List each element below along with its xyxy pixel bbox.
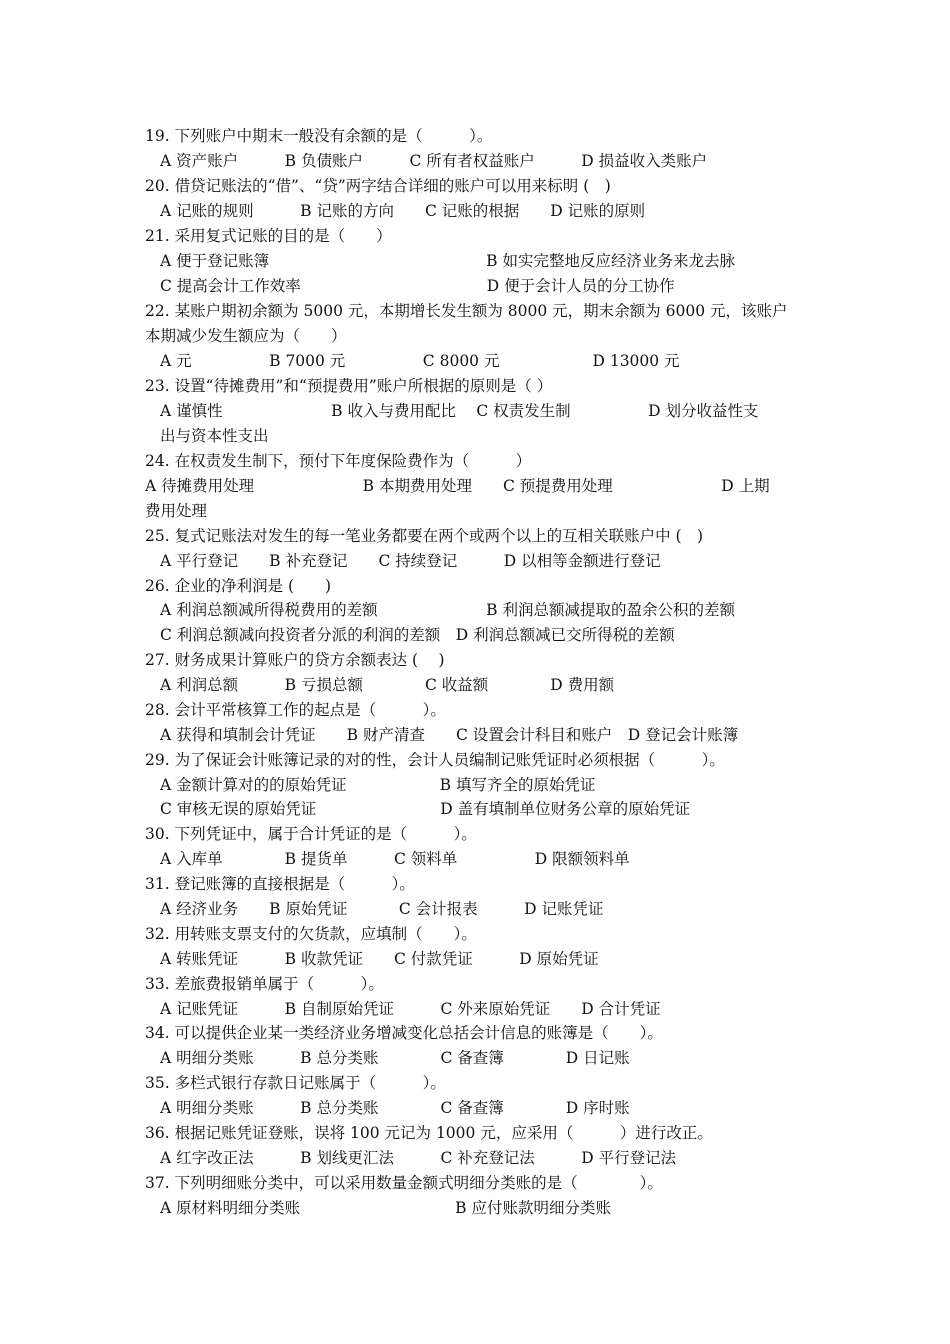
text-line: C 提高会计工作效率 D 便于会计人员的分工协作 xyxy=(160,277,675,295)
question-line: 24. 在权责发生制下，预付下年度保险费作为（ ） xyxy=(145,452,532,470)
question-line: 22. 某账户期初余额为 5000 元，本期增长发生额为 8000 元，期末余额为 6000 元，该账户 xyxy=(145,302,788,320)
text-line: A 金额计算对的的原始凭证 B 填写齐全的原始凭证 xyxy=(160,776,596,794)
text-line: A 红字改正法 B 划线更汇法 C 补充登记法 D 平行登记法 xyxy=(160,1149,677,1167)
question-line: 25. 复式记账法对发生的每一笔业务都要在两个或两个以上的互相关联账户中 ( ) xyxy=(145,527,704,545)
text-line: 费用处理 xyxy=(145,502,208,520)
text-line: A 入库单 B 提货单 C 领料单 D 限额领料单 xyxy=(160,850,630,868)
text-line: A 原材料明细分类账 B 应付账款明细分类账 xyxy=(160,1199,611,1217)
question-line: 32. 用转账支票支付的欠货款，应填制（ ）。 xyxy=(145,925,477,943)
text-line: A 记账的规则 B 记账的方向 C 记账的根据 D 记账的原则 xyxy=(160,202,646,220)
question-line: 30. 下列凭证中，属于合计凭证的是（ ）。 xyxy=(145,825,477,843)
question-line: 28. 会计平常核算工作的起点是（ ）。 xyxy=(145,701,446,719)
question-line: 26. 企业的净利润是 ( ) xyxy=(145,577,332,595)
text-line: A 便于登记账簿 B 如实完整地反应经济业务来龙去脉 xyxy=(160,252,735,270)
question-line: 36. 根据记账凭证登账，误将 100 元记为 1000 元，应采用（ ）进行改正。 xyxy=(145,1124,713,1142)
question-line: 20. 借贷记账法的“借”、“贷”两字结合详细的账户可以用来标明 ( ) xyxy=(145,177,611,195)
question-line: 27. 财务成果计算账户的贷方余额表达 ( ) xyxy=(145,651,445,669)
question-line: 34. 可以提供企业某一类经济业务增减变化总括会计信息的账簿是（ ）。 xyxy=(145,1024,663,1042)
text-line: A 元 B 7000 元 C 8000 元 D 13000 元 xyxy=(160,352,680,370)
question-line: 37. 下列明细账分类中，可以采用数量金额式明细分类账的是（ ）。 xyxy=(145,1174,663,1192)
text-line: A 平行登记 B 补充登记 C 持续登记 D 以相等金额进行登记 xyxy=(160,552,661,570)
text-line: A 记账凭证 B 自制原始凭证 C 外来原始凭证 D 合计凭证 xyxy=(160,1000,661,1018)
question-line: 29. 为了保证会计账簿记录的对的性，会计人员编制记账凭证时必须根据（ ）。 xyxy=(145,751,725,769)
text-line: 本期减少发生额应为（ ） xyxy=(145,327,347,345)
text-line: A 资产账户 B 负债账户 C 所有者权益账户 D 损益收入类账户 xyxy=(160,152,708,170)
question-line: 35. 多栏式银行存款日记账属于（ ）。 xyxy=(145,1074,446,1092)
text-line: A 谨慎性 B 收入与费用配比 C 权责发生制 D 划分收益性支 xyxy=(160,402,759,420)
question-line: 31. 登记账簿的直接根据是（ ）。 xyxy=(145,875,415,893)
text-line: A 明细分类账 B 总分类账 C 备查簿 D 日记账 xyxy=(160,1049,630,1067)
text-line: A 利润总额减所得税费用的差额 B 利润总额减提取的盈余公积的差额 xyxy=(160,601,735,619)
text-line: A 明细分类账 B 总分类账 C 备查簿 D 序时账 xyxy=(160,1099,630,1117)
text-line: C 审核无误的原始凭证 D 盖有填制单位财务公章的原始凭证 xyxy=(160,800,691,818)
text-line: C 利润总额减向投资者分派的利润的差额 D 利润总额减已交所得税的差额 xyxy=(160,626,675,644)
question-line: 19. 下列账户中期末一般没有余额的是（ ）。 xyxy=(145,127,493,145)
text-line: A 转账凭证 B 收款凭证 C 付款凭证 D 原始凭证 xyxy=(160,950,599,968)
text-line: 出与资本性支出 xyxy=(160,427,269,445)
text-line: A 经济业务 B 原始凭证 C 会计报表 D 记账凭证 xyxy=(160,900,604,918)
text-line: A 利润总额 B 亏损总额 C 收益额 D 费用额 xyxy=(160,676,615,694)
text-line: A 待摊费用处理 B 本期费用处理 C 预提费用处理 D 上期 xyxy=(145,477,770,495)
question-line: 33. 差旅费报销单属于（ ）。 xyxy=(145,975,384,993)
text-line: A 获得和填制会计凭证 B 财产清查 C 设置会计科目和账户 D 登记会计账簿 xyxy=(160,726,739,744)
question-line: 21. 采用复式记账的目的是（ ） xyxy=(145,227,392,245)
question-line: 23. 设置“待摊费用”和“预提费用”账户所根据的原则是（ ） xyxy=(145,377,553,395)
